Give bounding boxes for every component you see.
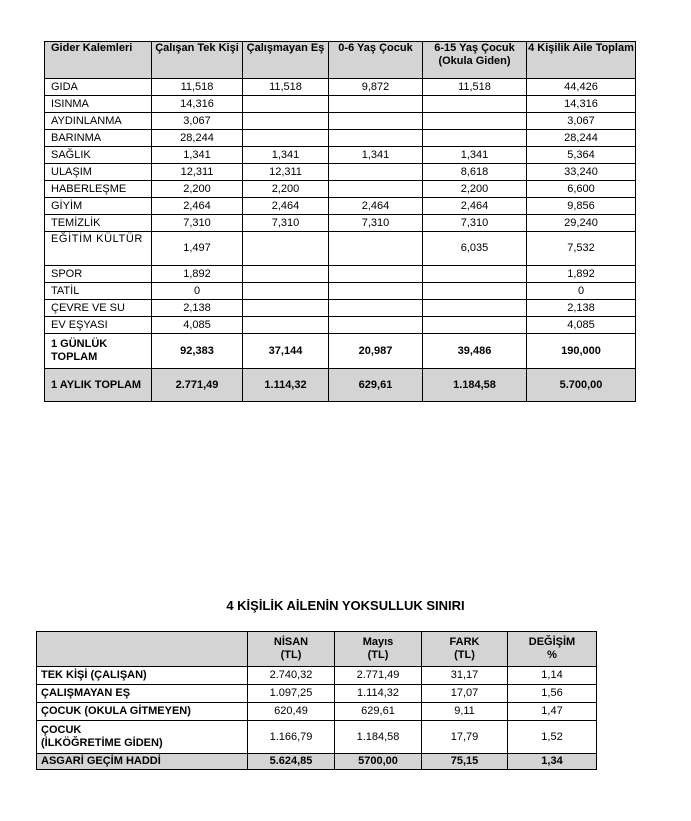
table-cell [423, 96, 527, 113]
header-blank [37, 632, 248, 667]
table-cell: 1,34 [508, 754, 597, 770]
table-row [45, 96, 636, 113]
header-line: Mayıs [362, 636, 394, 648]
table-cell: TEK KİŞİ (ÇALIŞAN) [37, 667, 248, 685]
table-row [45, 283, 636, 300]
table-cell: 8,618 [423, 164, 527, 181]
table-row [37, 721, 597, 754]
table-cell [243, 266, 329, 283]
table-cell: TATİL [45, 283, 152, 300]
table-cell: 2.771,49 [335, 667, 422, 685]
table-cell: 6,600 [527, 181, 636, 198]
poverty-table-body [37, 667, 597, 770]
table-cell: 7,532 [527, 232, 636, 266]
table-cell: 1.097,25 [248, 685, 335, 703]
header-gider-kalemleri: Gider Kalemleri [45, 42, 152, 79]
table-cell [329, 283, 423, 300]
table-row [45, 113, 636, 130]
table-row [45, 79, 636, 96]
table-cell: 5700,00 [335, 754, 422, 770]
table-cell: 3,067 [152, 113, 243, 130]
table-cell: 11,518 [152, 79, 243, 96]
table-cell: SAĞLIK [45, 147, 152, 164]
table-cell [243, 130, 329, 147]
header-degisim [508, 632, 597, 667]
table-cell [423, 130, 527, 147]
table-cell: 33,240 [527, 164, 636, 181]
table-row [45, 147, 636, 164]
table-cell: ASGARİ GEÇİM HADDİ [37, 754, 248, 770]
table-cell [243, 113, 329, 130]
table-cell: 1.114,32 [335, 685, 422, 703]
table-cell [243, 300, 329, 317]
table-cell: 7,310 [152, 215, 243, 232]
table-cell [243, 283, 329, 300]
table-cell [329, 266, 423, 283]
table-cell: 1.184,58 [335, 721, 422, 754]
table-cell [423, 266, 527, 283]
table-cell: 9,872 [329, 79, 423, 96]
table-row [45, 317, 636, 334]
table-cell [423, 283, 527, 300]
table-row [45, 181, 636, 198]
table-cell [329, 232, 423, 266]
header-6-15-yas-cocuk: 6-15 Yaş Çocuk (Okula Giden) [423, 42, 527, 79]
table-cell [329, 317, 423, 334]
table-cell: ÇOCUK (OKULA GİTMEYEN) [37, 703, 248, 721]
table-cell: 2,464 [329, 198, 423, 215]
table-cell: 37,144 [243, 334, 329, 369]
table-cell [243, 96, 329, 113]
table-cell: 17,79 [422, 721, 508, 754]
table-row [37, 703, 597, 721]
table-cell [329, 300, 423, 317]
table-cell: 629,61 [329, 369, 423, 402]
table-cell [329, 181, 423, 198]
header-line: FARK [449, 636, 480, 648]
table-cell: 44,426 [527, 79, 636, 96]
table-cell: 7,310 [329, 215, 423, 232]
table-cell: 31,17 [422, 667, 508, 685]
table-cell [423, 300, 527, 317]
header-nisan [248, 632, 335, 667]
table-cell: 4,085 [152, 317, 243, 334]
table-cell: 5,364 [527, 147, 636, 164]
table-cell: 39,486 [423, 334, 527, 369]
table-cell: 17,07 [422, 685, 508, 703]
table-cell: BARINMA [45, 130, 152, 147]
table-cell: 12,311 [243, 164, 329, 181]
table-cell: ÇEVRE VE SU [45, 300, 152, 317]
monthly-total-row [45, 369, 636, 402]
table-cell: 2,464 [243, 198, 329, 215]
table-cell: 1,497 [152, 232, 243, 266]
table-cell: AYDINLANMA [45, 113, 152, 130]
table-cell: ÇALIŞMAYAN EŞ [37, 685, 248, 703]
table-cell: 1,341 [423, 147, 527, 164]
table-cell [37, 721, 248, 754]
table-cell: 14,316 [527, 96, 636, 113]
table-cell: 12,311 [152, 164, 243, 181]
table-cell: 1,892 [152, 266, 243, 283]
table-cell: 20,987 [329, 334, 423, 369]
table-cell: EV EŞYASI [45, 317, 152, 334]
table-cell: 1.166,79 [248, 721, 335, 754]
table-cell: 1,341 [152, 147, 243, 164]
table-cell: 2,200 [423, 181, 527, 198]
table-cell: 2,138 [527, 300, 636, 317]
table-row [45, 164, 636, 181]
table-cell: 1,56 [508, 685, 597, 703]
poverty-line-title: 4 KİŞİLİK AİLENİN YOKSULLUK SINIRI [226, 598, 465, 613]
table-cell: 0 [527, 283, 636, 300]
table-cell: ULAŞIM [45, 164, 152, 181]
table-cell [329, 164, 423, 181]
table-cell: 1 AYLIK TOPLAM [45, 369, 152, 402]
table-cell: 1,52 [508, 721, 597, 754]
table-cell: 5.700,00 [527, 369, 636, 402]
header-line: (TL) [367, 649, 389, 661]
header-line: (TL) [280, 649, 302, 661]
table-row [45, 300, 636, 317]
table-cell [243, 317, 329, 334]
table-cell: 629,61 [335, 703, 422, 721]
table-cell: 1,341 [329, 147, 423, 164]
table-row [45, 215, 636, 232]
label-line: ÇOCUK [41, 724, 82, 736]
header-line: DEĞİŞİM [528, 636, 576, 648]
table-cell: 11,518 [243, 79, 329, 96]
header-4-kisilik-aile-toplam: 4 Kişilik Aile Toplam [527, 42, 636, 79]
table-row [45, 232, 636, 266]
label-line: (İLKÖĞRETİME GİDEN) [41, 737, 163, 749]
table-cell: TEMİZLİK [45, 215, 152, 232]
table-cell: 7,310 [423, 215, 527, 232]
table-cell: 2,200 [243, 181, 329, 198]
table-cell: SPOR [45, 266, 152, 283]
table-cell: ISINMA [45, 96, 152, 113]
table-cell: 2,464 [423, 198, 527, 215]
table-cell: 1,892 [527, 266, 636, 283]
table-cell [243, 232, 329, 266]
table-row [45, 266, 636, 283]
table-cell: 190,000 [527, 334, 636, 369]
table-cell: 1 GÜNLÜK TOPLAM [45, 334, 152, 369]
table-row [37, 667, 597, 685]
expense-table-body [45, 79, 636, 402]
header-calisan-tek-kisi: Çalışan Tek Kişi [152, 42, 243, 79]
expense-table [44, 41, 636, 402]
expense-table-header [45, 42, 636, 79]
table-cell: 14,316 [152, 96, 243, 113]
header-fark [422, 632, 508, 667]
table-cell [329, 130, 423, 147]
table-cell: 2,138 [152, 300, 243, 317]
table-cell: 9,11 [422, 703, 508, 721]
table-cell: 29,240 [527, 215, 636, 232]
table-cell [329, 96, 423, 113]
table-cell [423, 113, 527, 130]
table-row [45, 130, 636, 147]
table-row [37, 685, 597, 703]
header-calismayan-es: Çalışmayan Eş [243, 42, 329, 79]
header-line: (TL) [454, 649, 475, 661]
table-cell: 2.740,32 [248, 667, 335, 685]
table-cell: 1,341 [243, 147, 329, 164]
table-cell: HABERLEŞME [45, 181, 152, 198]
table-cell: 0 [152, 283, 243, 300]
table-cell: 2.771,49 [152, 369, 243, 402]
table-cell: 6,035 [423, 232, 527, 266]
poverty-line-table [36, 631, 597, 770]
table-cell: 2,464 [152, 198, 243, 215]
table-cell: GİYİM [45, 198, 152, 215]
table-cell: 75,15 [422, 754, 508, 770]
table-cell: 28,244 [152, 130, 243, 147]
table-cell [423, 317, 527, 334]
table-cell: GIDA [45, 79, 152, 96]
table-cell: 3,067 [527, 113, 636, 130]
table-row [45, 198, 636, 215]
header-line: % [547, 649, 557, 661]
table-row [37, 754, 597, 770]
table-cell: 7,310 [243, 215, 329, 232]
table-cell: 1,14 [508, 667, 597, 685]
header-line: NİSAN [273, 636, 309, 648]
table-cell: 92,383 [152, 334, 243, 369]
table-cell: 1,47 [508, 703, 597, 721]
table-cell: 1.184,58 [423, 369, 527, 402]
table-cell: 1.114,32 [243, 369, 329, 402]
poverty-table-header [37, 632, 597, 667]
table-cell: 620,49 [248, 703, 335, 721]
table-cell: 4,085 [527, 317, 636, 334]
header-0-6-yas-cocuk: 0-6 Yaş Çocuk [329, 42, 423, 79]
header-mayis [335, 632, 422, 667]
daily-total-row [45, 334, 636, 369]
table-cell: EĞİTİM KÜLTÜR [45, 232, 152, 266]
table-cell: 11,518 [423, 79, 527, 96]
table-cell: 5.624,85 [248, 754, 335, 770]
table-cell: 9,856 [527, 198, 636, 215]
table-cell: 2,200 [152, 181, 243, 198]
table-cell [329, 113, 423, 130]
table-cell: 28,244 [527, 130, 636, 147]
